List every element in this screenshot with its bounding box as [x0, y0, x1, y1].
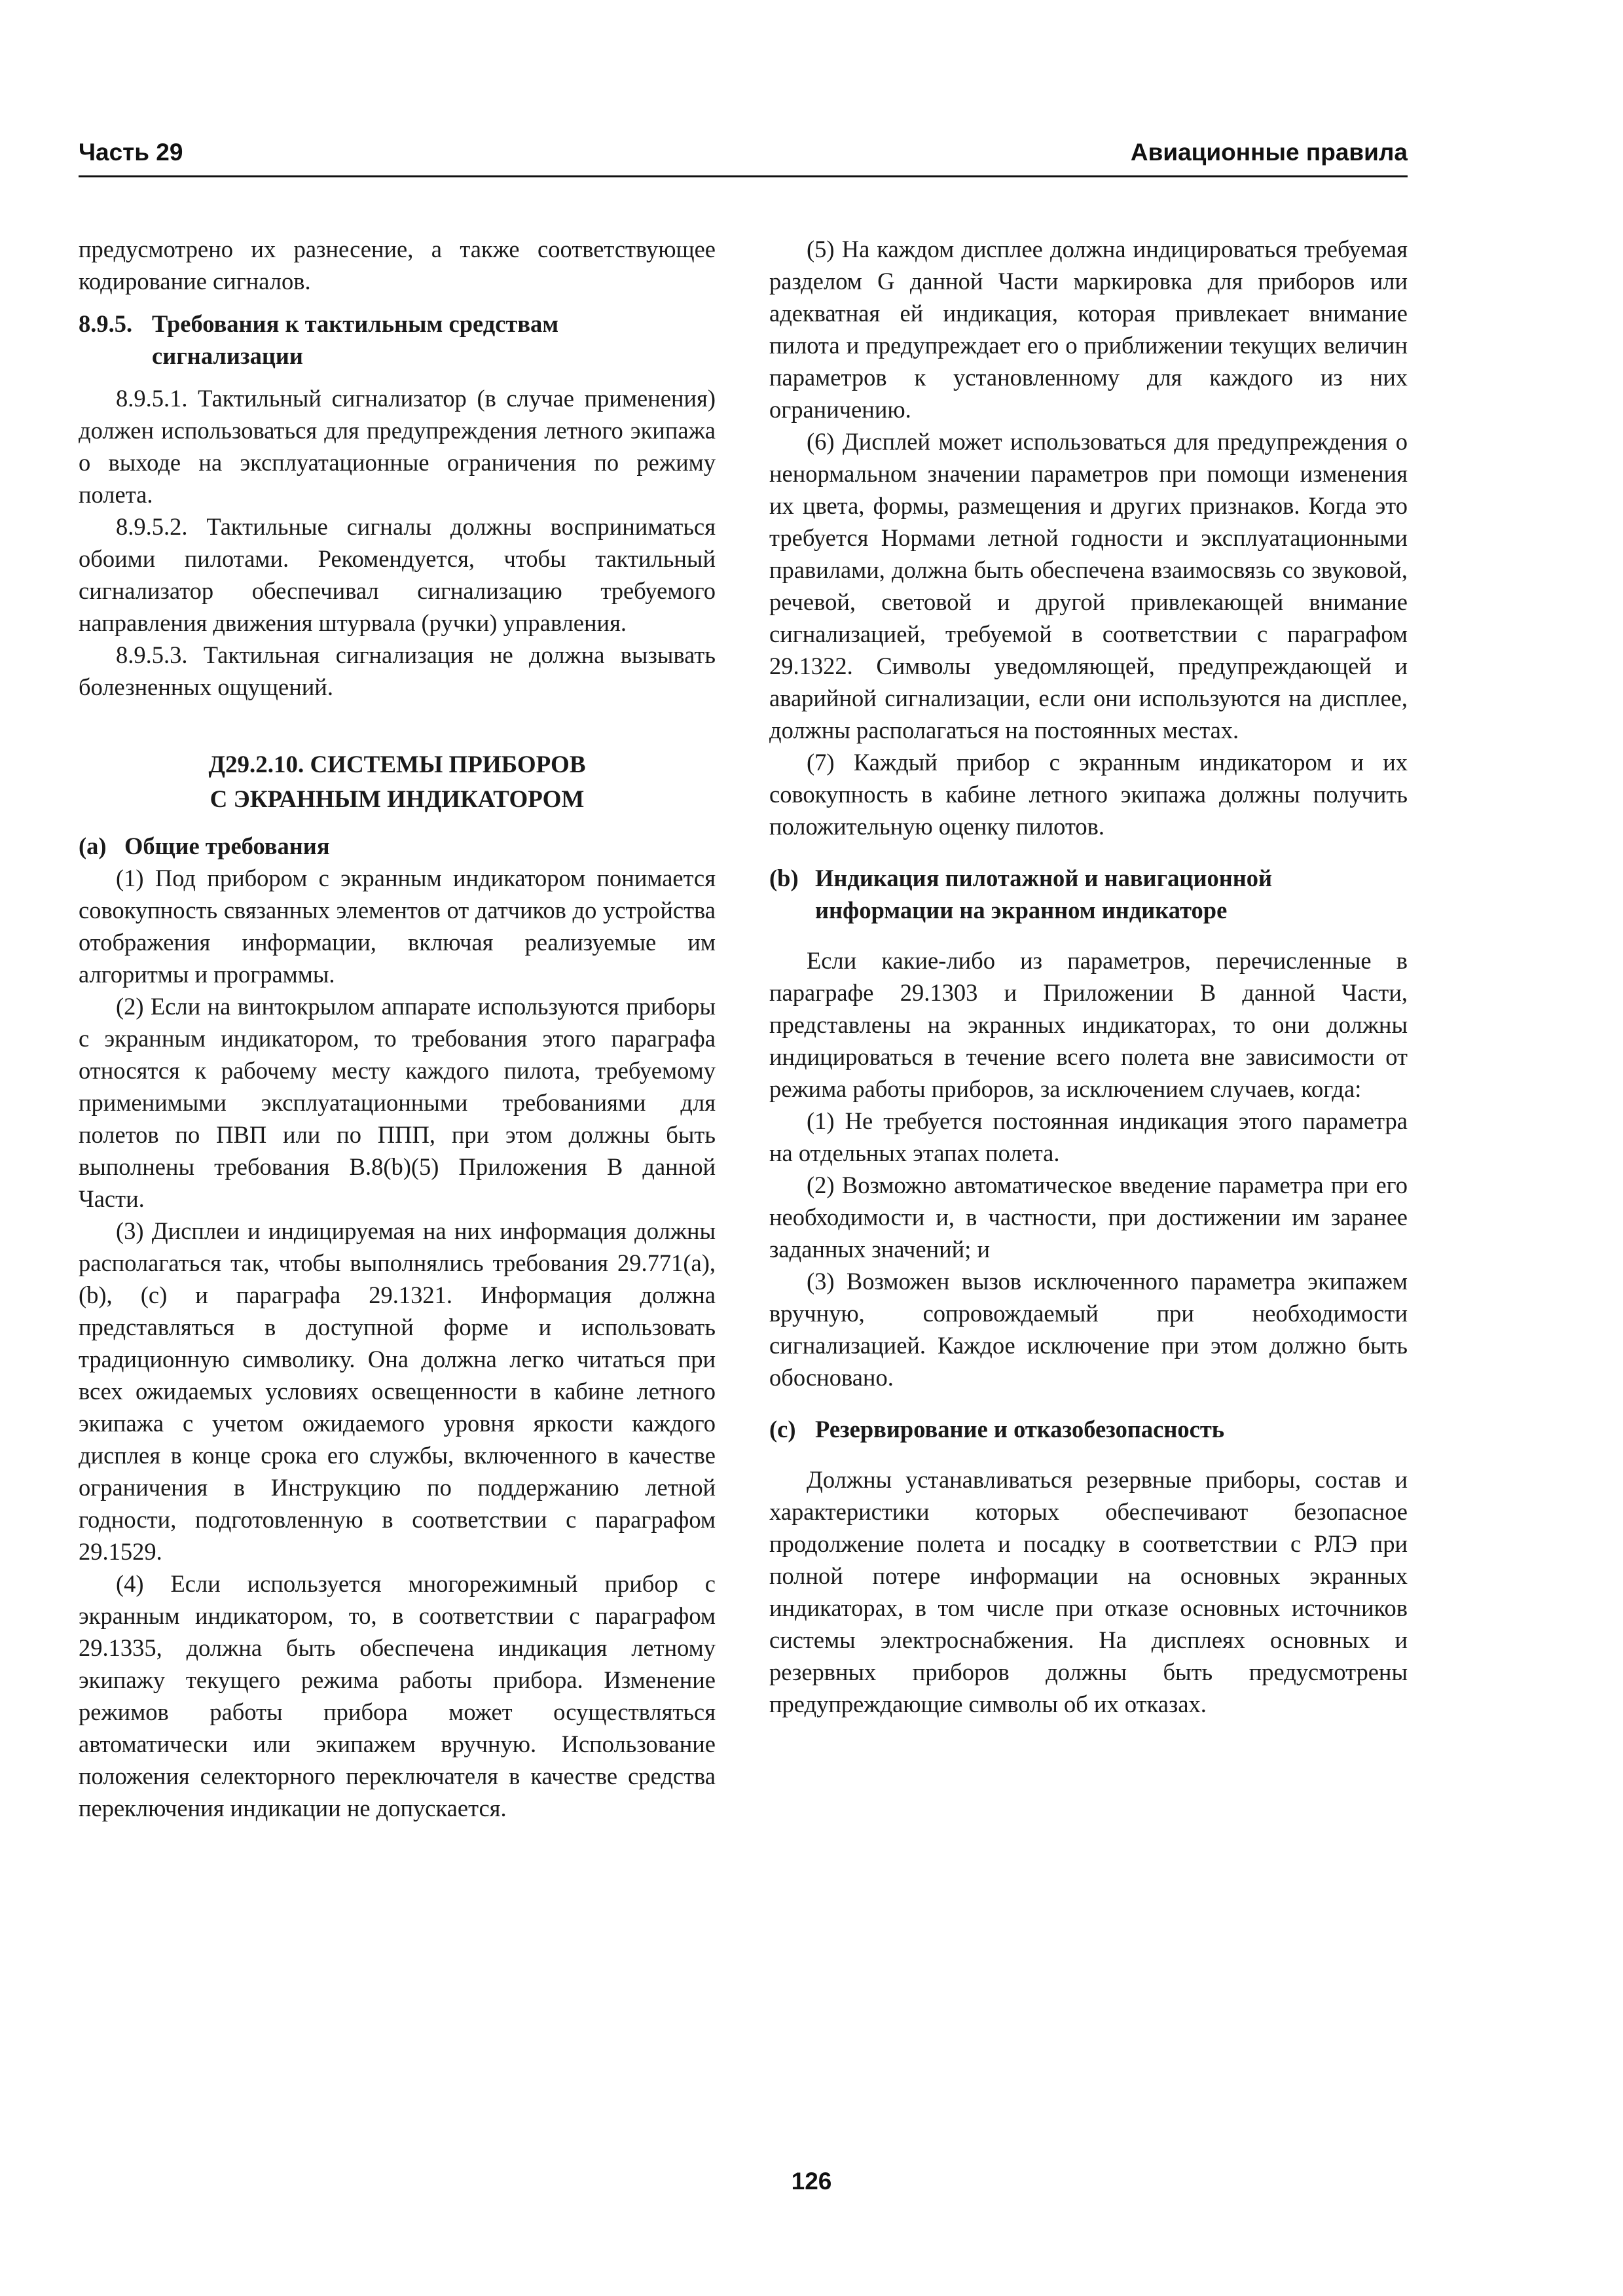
running-header: [79, 137, 1408, 177]
subsection-c-text: Должны устанавливаться резервные приборы, состав и характеристики которых обеспечивают безопасное продолжение полета и посадку в соответствии с РЛЭ при полной потере информации на основных экранных индикаторах, в том числе при отказе основных источников системы электроснабжения. На дисплеях основных и резервных приборов должны быть предусмотрены предупреждающие символы об их отказах.: [769, 1466, 1408, 1717]
section-title: Требования к тактильным средствам сигнализации: [152, 310, 559, 369]
chapter-title: [79, 747, 716, 817]
subsection-b-intro: Если какие-либо из параметров, перечисленные в параграфе 29.1303 и Приложении В данной Части, представлены на экранных индикаторах, то они должны индицироваться в течение всего полета вне зависимости от режима работы приборов, за исключением случаев, когда:: [769, 947, 1408, 1102]
section-number: 8.9.5.: [79, 310, 133, 337]
item-a-2: (2) Если на винтокрылом аппарате используются приборы с экранным индикатором, то требования этого параграфа относятся к рабочему месту каждого пилота, требуемому применимыми эксплуатационными требованиями для полетов по ПВП или по ППП, при этом должны быть выполнены требования B.8(b)(5) Приложения В данной Части.: [79, 993, 716, 1212]
header-part-label: Часть 29: [79, 139, 183, 166]
subsection-a-heading: [79, 830, 716, 862]
item-b-1: (1) Не требуется постоянная индикация этого параметра на отдельных этапах полета.: [769, 1107, 1408, 1166]
paragraph-8-9-5-1: 8.9.5.1. Тактильный сигнализатор (в случае применения) должен использоваться для предупреждения летного экипажа о выходе на эксплуатационные ограничения по режиму полета.: [79, 385, 716, 508]
subsection-title: Резервирование и отказобезопасность: [815, 1416, 1225, 1443]
intro-paragraph: предусмотрено их разнесение, а также соответствующее кодирование сигналов.: [79, 236, 716, 295]
paragraph-8-9-5-3: 8.9.5.3. Тактильная сигнализация не должна вызывать болезненных ощущений.: [79, 641, 716, 700]
section-8-9-5-heading: [79, 308, 716, 372]
item-b-2: (2) Возможно автоматическое введение параметра при его необходимости и, в частности, при достижении им заранее заданных значений; и: [769, 1172, 1408, 1263]
item-b-3: (3) Возможен вызов исключенного параметра экипажем вручную, сопровождаемый при необходимости сигнализацией. Каждое исключение при этом должно быть обосновано.: [769, 1268, 1408, 1391]
subsection-letter: (b): [769, 865, 799, 891]
subsection-b-heading: [769, 862, 1408, 926]
subsection-title: Индикация пилотажной и навигационной информации на экранном индикаторе: [815, 865, 1273, 924]
left-column: [79, 233, 716, 1824]
chapter-title-line-1: Д29.2.10. СИСТЕМЫ ПРИБОРОВ: [208, 751, 586, 778]
subsection-letter: (a): [79, 833, 107, 859]
subsection-title: Общие требования: [124, 833, 330, 859]
right-column: [769, 233, 1408, 1720]
paragraph-8-9-5-2: 8.9.5.2. Тактильные сигналы должны восприниматься обоими пилотами. Рекомендуется, чтобы тактильный сигнализатор обеспечивал сигнализацию требуемого направления движения штурвала (ручки) управления.: [79, 513, 716, 636]
item-a-5: (5) На каждом дисплее должна индицироваться требуемая разделом G данной Части маркировка для приборов или адекватная ей индикация, которая привлекает внимание пилота и предупреждает его о приближении текущих величин параметров к установленному для каждого из них ограничению.: [769, 236, 1408, 423]
item-a-4: (4) Если используется многорежимный прибор с экранным индикатором, то, в соответствии с параграфом 29.1335, должна быть обеспечена индикация летному экипажу текущего режима работы прибора. Изменение режимов работы прибора может осуществляться автоматически или экипажем вручную. Использование положения селекторного переключателя в качестве средства переключения индикации не допускается.: [79, 1570, 716, 1821]
subsection-letter: (c): [769, 1416, 796, 1443]
item-a-7: (7) Каждый прибор с экранным индикатором и их совокупность в кабине летного экипажа должны получить положительную оценку пилотов.: [769, 749, 1408, 840]
item-a-6: (6) Дисплей может использоваться для предупреждения о ненормальном значении параметров при помощи изменения их цвета, формы, размещения и других признаков. Когда это требуется Нормами летной годности и эксплуатационными правилами, должна быть обеспечена взаимосвязь со звуковой, речевой, световой и другой привлекающей внимание сигнализацией, требуемой в соответствии с параграфом 29.1322. Символы уведомляющей, предупреждающей и аварийной сигнализации, если они используются на дисплее, должны располагаться на постоянных местах.: [769, 428, 1408, 744]
header-title: Авиационные правила: [1130, 139, 1408, 166]
item-a-1: (1) Под прибором с экранным индикатором понимается совокупность связанных элементов от датчиков до устройства отображения информации, включая реализуемые им алгоритмы и программы.: [79, 865, 716, 988]
subsection-c-heading: [769, 1413, 1408, 1445]
page-number: 126: [791, 2168, 832, 2195]
item-a-3: (3) Дисплеи и индицируемая на них информация должны располагаться так, чтобы выполнялись требования 29.771(a), (b), (c) и параграфа 29.1321. Информация должна представляться в доступной форме и использовать традиционную символику. Она должна легко читаться при всех ожидаемых условиях освещенности в кабине летного экипажа с учетом ожидаемого уровня яркости каждого дисплея в конце срока его службы, включенного в качестве ограничения в Инструкцию по поддержанию летной годности, подготовленную в соответствии с параграфом 29.1529.: [79, 1217, 716, 1565]
chapter-title-line-2: С ЭКРАННЫМ ИНДИКАТОРОМ: [210, 786, 585, 813]
